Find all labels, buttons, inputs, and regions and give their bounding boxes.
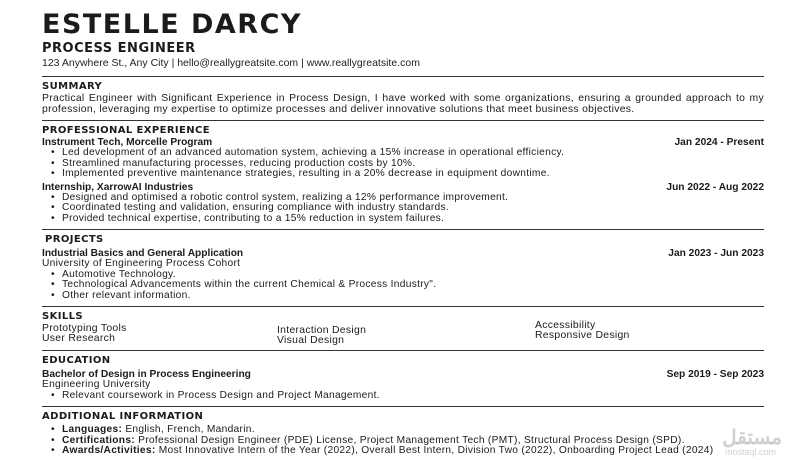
divider [42, 306, 764, 307]
skill-item: Interaction Design [277, 325, 367, 336]
watermark-url: mostaql.com [724, 447, 776, 457]
list-item: • Coordinated testing and validation, ensuring compliance with industry standards. [42, 203, 764, 214]
education-bullets [42, 391, 764, 402]
school: Engineering University [42, 379, 151, 390]
contact-line: 123 Anywhere St., Any City | hello@reallygreatsite.com | www.reallygreatsite.com [42, 57, 420, 69]
list-item: • Designed and optimised a robotic control system, realizing a 12% performance improvement. [42, 193, 764, 204]
degree: Bachelor of Design in Process Engineering [42, 369, 251, 380]
resume-page [42, 0, 764, 457]
job-role: Instrument Tech, Morcelle Program [42, 137, 213, 148]
list-item: • Provided technical expertise, contributing to a 15% reduction in system failures. [42, 214, 764, 225]
watermark-logo: مستقل [722, 427, 782, 449]
item-label: Certifications: [62, 434, 135, 446]
project-subtitle: University of Engineering Process Cohort [42, 258, 241, 269]
item-label: Awards/Activities: [62, 445, 156, 456]
list-item: • Implemented preventive maintenance strategies, resulting in a 20% decrease in equipment downtime. [42, 169, 764, 180]
list-item: • Automotive Technology. [42, 270, 764, 281]
divider [42, 229, 764, 230]
divider [42, 120, 764, 121]
job-bullets [42, 148, 764, 180]
list-item: • Technological Advancements within the current Chemical & Process Industry". [42, 280, 764, 291]
skills-column [42, 324, 277, 345]
additional-heading: ADDITIONAL INFORMATION [42, 411, 204, 422]
skill-item: User Research [42, 332, 116, 344]
project-title: Industrial Basics and General Application [42, 248, 244, 259]
skills-grid [42, 320, 764, 346]
item-label: Languages: [62, 424, 123, 435]
job-bullets [42, 193, 764, 225]
item-text: Professional Design Engineer (PDE) License, Project Management Tech (PMT), Structural Process Design (SPD). [138, 434, 685, 446]
skills-column [277, 324, 535, 345]
project-dates: Jan 2023 - Jun 2023 [668, 248, 764, 259]
divider [42, 406, 764, 407]
experience-heading: PROFESSIONAL EXPERIENCE [42, 125, 211, 136]
education-heading: EDUCATION [42, 355, 111, 366]
item-text: Most Innovative Intern of the Year (2022), Overall Best Intern, Division Two (2022), Onboarding Project Lead (2024) [158, 445, 714, 456]
list-item [42, 446, 764, 457]
skill-item: Accessibility [535, 320, 596, 331]
skill-item: Prototyping Tools [42, 323, 127, 334]
divider [42, 350, 764, 351]
job-role: Internship, XarrowAI Industries [42, 181, 194, 193]
list-item: • Led development of an advanced automation system, achieving a 15% increase in operational efficiency. [42, 148, 764, 159]
candidate-name: ESTELLE DARCY [42, 9, 302, 40]
summary-text: Practical Engineer with Significant Experience in Process Design, I have worked with some organizations, ensuring a grounded approach to my profession, leveraging my expertise to optimize processes and deliver innovative solutions that meet business objectives. [42, 93, 764, 115]
skills-heading: SKILLS [42, 311, 84, 322]
skill-item: Responsive Design [535, 329, 630, 341]
skills-column [535, 321, 764, 345]
job-header [42, 182, 764, 193]
list-item: • Other relevant information. [42, 291, 764, 302]
education-dates: Sep 2019 - Sep 2023 [666, 369, 764, 380]
project-bullets [42, 270, 764, 302]
summary-heading: SUMMARY [42, 81, 103, 92]
additional-list [42, 425, 764, 457]
candidate-title: PROCESS ENGINEER [42, 41, 196, 56]
divider [42, 76, 764, 77]
skill-item: Visual Design [277, 334, 345, 346]
list-item: • Relevant coursework in Process Design and Project Management. [42, 391, 764, 402]
list-item: • Streamlined manufacturing processes, reducing production costs by 10%. [42, 159, 764, 170]
item-text: English, French, Mandarin. [125, 424, 255, 435]
job-dates: Jun 2022 - Aug 2022 [666, 181, 764, 193]
projects-heading: PROJECTS [45, 234, 104, 245]
job-dates: Jan 2024 - Present [674, 137, 764, 148]
